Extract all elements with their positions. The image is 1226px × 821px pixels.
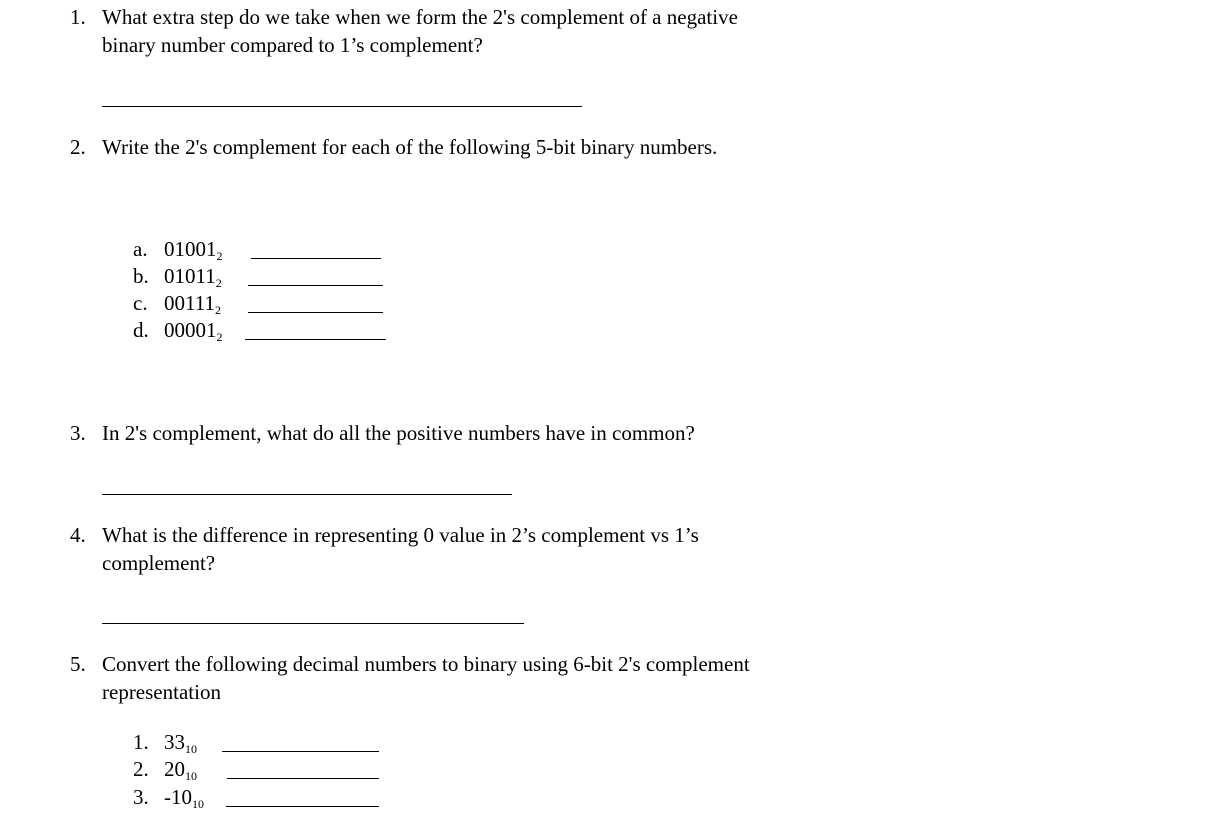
question-5-item-2-marker: 2. xyxy=(133,757,149,781)
question-5-item-1-marker: 1. xyxy=(133,730,149,754)
question-2-item-b-answer-line[interactable] xyxy=(248,285,383,286)
question-3-number: 3. xyxy=(70,421,86,445)
question-2-item-c-value: $00111_2$ xyxy=(164,291,221,317)
question-2-item-a-marker: a. xyxy=(133,237,148,261)
question-2-item-d-marker: d. xyxy=(133,318,149,342)
question-2-item-d-answer-line[interactable] xyxy=(245,339,386,340)
question-5-text-line-2: representation xyxy=(102,680,221,704)
question-5-item-2-answer-line[interactable] xyxy=(227,778,379,779)
question-2-item-a-answer-line[interactable] xyxy=(251,258,381,259)
question-3-text: In 2's complement, what do all the positive numbers have in common? xyxy=(102,421,695,445)
question-2-item-d-value: $00001_2$ xyxy=(164,318,223,344)
question-5-item-3-marker: 3. xyxy=(133,785,149,809)
question-4-text-line-1: What is the difference in representing 0 value in 2’s complement vs 1’s xyxy=(102,523,699,547)
question-2-item-c-marker: c. xyxy=(133,291,148,315)
question-2-item-c-answer-line[interactable] xyxy=(248,312,383,313)
question-2-item-b-marker: b. xyxy=(133,264,149,288)
question-2-number: 2. xyxy=(70,135,86,159)
question-4-answer-line[interactable] xyxy=(102,623,524,624)
question-5-number: 5. xyxy=(70,652,86,676)
question-5-item-3-answer-line[interactable] xyxy=(226,806,379,807)
question-5-item-1-value: $33_{10}$ xyxy=(164,730,197,756)
question-1-text-line-1: What extra step do we take when we form the 2's complement of a negative xyxy=(102,5,738,29)
question-5-item-2-value: $20_{10}$ xyxy=(164,757,197,783)
question-4-number: 4. xyxy=(70,523,86,547)
question-1-answer-line[interactable] xyxy=(102,106,582,107)
question-1-text-line-2: binary number compared to 1’s complement? xyxy=(102,33,483,57)
question-2-item-b-value: $01011_2$ xyxy=(164,264,222,290)
question-5-text-line-1: Convert the following decimal numbers to binary using 6-bit 2's complement xyxy=(102,652,750,676)
question-1-number: 1. xyxy=(70,5,86,29)
question-5-item-3-value: $-10_{10}$ xyxy=(164,785,204,811)
question-3-answer-line[interactable] xyxy=(102,494,512,495)
question-2-item-a-value: $01001_2$ xyxy=(164,237,223,263)
question-2-text: Write the 2's complement for each of the following 5-bit binary numbers. xyxy=(102,135,718,159)
question-5-item-1-answer-line[interactable] xyxy=(222,751,379,752)
question-4-text-line-2: complement? xyxy=(102,551,216,575)
